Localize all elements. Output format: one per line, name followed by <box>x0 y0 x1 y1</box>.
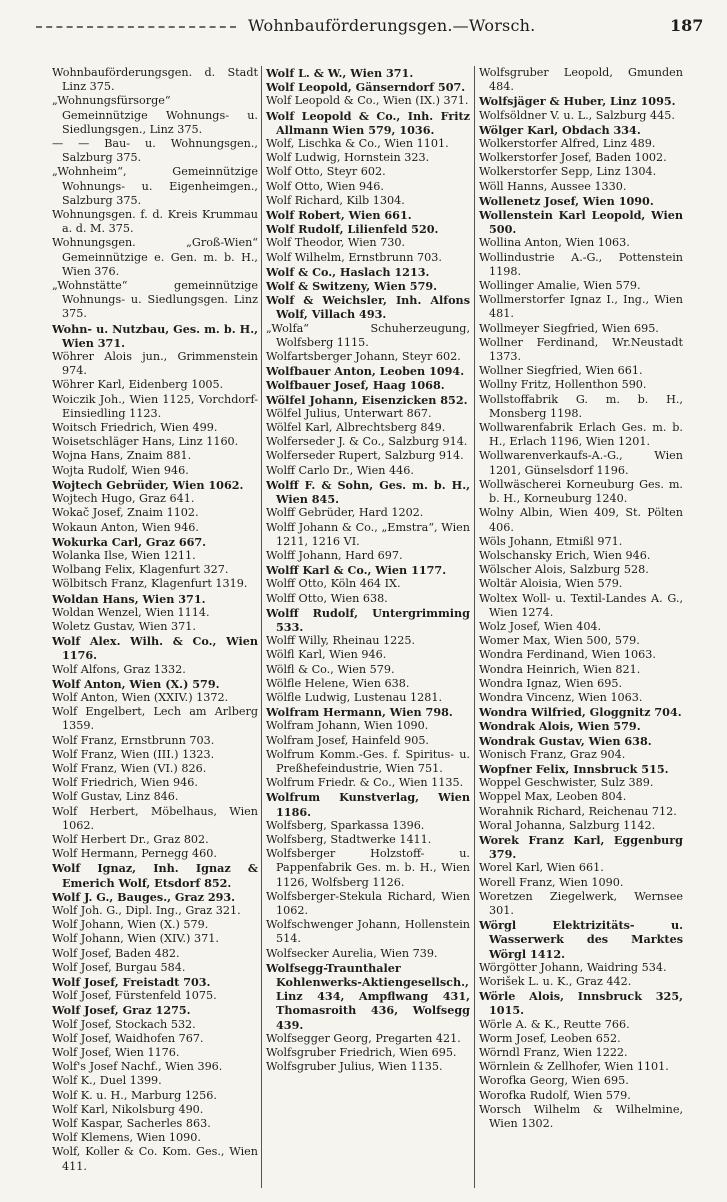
directory-entry: Woppel Max, Leoben 804. <box>479 790 627 804</box>
directory-entry: Wolf Herbert, Möbelhaus, Wien 1062. <box>52 804 258 832</box>
directory-entry: Wöhrer Alois jun., Grimmenstein 974. <box>52 350 258 378</box>
directory-entry: Wolf Josef, Graz 1275. <box>52 1003 191 1018</box>
directory-entry: Wolfsgruber Friedrich, Wien 695. <box>266 1046 457 1060</box>
directory-entry: Wolf Franz, Wien (VI.) 826. <box>52 761 207 775</box>
directory-entry: Wolf, Koller & Co. Kom. Ges., Wien 411. <box>52 1145 258 1173</box>
directory-entry: Wohn- u. Nutzbau, Ges. m. b. H., Wien 371. <box>52 321 258 350</box>
directory-entry: Wolff Rudolf, Untergrimming 533. <box>266 605 470 634</box>
directory-entry: Wolf's Josef Nachf., Wien 396. <box>52 1060 223 1074</box>
directory-entry: Worell Franz, Wien 1090. <box>479 875 624 889</box>
directory-entry: „Wohnungsfürsorge“ Gemeinnützige Wohnungs- u. Siedlungsgen., Linz 375. <box>52 94 258 136</box>
directory-entry: Wölfl & Co., Wien 579. <box>266 662 395 676</box>
directory-entry: Wollinger Amalie, Wien 579. <box>479 279 641 293</box>
directory-entry: Wölfle Helene, Wien 638. <box>266 676 410 690</box>
directory-entry: Wolff Johann, Hard 697. <box>266 548 403 562</box>
directory-column-1 <box>52 66 258 1174</box>
directory-entry: Wolfartsberger Johann, Steyr 602. <box>266 350 461 364</box>
directory-entry: Wolfsberg, Stadtwerke 1411. <box>266 832 432 846</box>
directory-entry: Wolf Karl, Nikolsburg 490. <box>52 1102 204 1116</box>
page-header <box>20 14 710 44</box>
directory-entry: Wolfram Josef, Hainfeld 905. <box>266 733 429 747</box>
directory-entry: Wörndl Franz, Wien 1222. <box>479 1046 628 1060</box>
directory-entry: Wörle Alois, Innsbruck 325, 1015. <box>479 989 683 1018</box>
directory-entry: Wolff Willy, Rheinau 1225. <box>266 634 416 648</box>
directory-entry: Wohnungsgen. f. d. Kreis Krummau a. d. M. 375. <box>52 208 258 236</box>
directory-entry: Woletz Gustav, Wien 371. <box>52 619 196 633</box>
directory-entry: Wörgl Elektrizitäts- u. Wasserwerk des Marktes Wörgl 1412. <box>479 918 683 961</box>
directory-entry: Wolkerstorfer Josef, Baden 1002. <box>479 151 667 165</box>
directory-entry: Wöhrer Karl, Eidenberg 1005. <box>52 378 224 392</box>
column-divider-1 <box>261 66 262 1188</box>
directory-entry: Wolfsgruber Julius, Wien 1135. <box>266 1060 443 1074</box>
directory-entry: Wolf Wilhelm, Ernstbrunn 703. <box>266 250 442 264</box>
directory-entry: „Wohnheim“, Gemeinnützige Wohnungs- u. Eigenheimgen., Salzburg 375. <box>52 165 258 207</box>
directory-entry: Wojtech Gebrüder, Wien 1062. <box>52 477 244 492</box>
directory-entry: Woppel Geschwister, Sulz 389. <box>479 776 654 790</box>
directory-entry: Wolferseder Rupert, Salzburg 914. <box>266 449 464 463</box>
directory-entry: Wondrak Alois, Wien 579. <box>479 719 641 734</box>
directory-entry: Wolf Friedrich, Wien 946. <box>52 776 198 790</box>
directory-entry: Wölfle Ludwig, Lustenau 1281. <box>266 690 443 704</box>
directory-entry: Wohnungsgen. „Groß-Wien“ Gemeinnützige e. Gen. m. b. H., Wien 376. <box>52 236 258 278</box>
directory-entry: Wolf Anton, Wien (X.) 579. <box>52 676 220 691</box>
directory-entry: Wolfsberger Holzstoff- u. Pappenfabrik Ges. m. b. H., Wien 1126, Wolfsberg 1126. <box>266 847 470 889</box>
directory-entry: Wollenstein Karl Leopold, Wien 500. <box>479 208 683 237</box>
directory-entry: Wolkerstorfer Sepp, Linz 1304. <box>479 165 657 179</box>
directory-entry: Wokurka Carl, Graz 667. <box>52 534 207 549</box>
directory-entry: Wolf Kaspar, Sacherles 863. <box>52 1117 211 1131</box>
directory-entry: Wopfner Felix, Innsbruck 515. <box>479 761 669 776</box>
directory-entry: Wokaun Anton, Wien 946. <box>52 520 199 534</box>
directory-entry: Wolf Rudolf, Lilienfeld 520. <box>266 222 439 237</box>
directory-entry: Wolf Leopold & Co., Inh. Fritz Allmann Wien 579, 1036. <box>266 108 470 137</box>
directory-entry: Wollindustrie A.-G., Pottenstein 1198. <box>479 250 683 278</box>
directory-entry: Wolz Josef, Wien 404. <box>479 619 602 633</box>
directory-entry: Wojta Rudolf, Wien 946. <box>52 463 189 477</box>
directory-entry: Wolf Hermann, Pernegg 460. <box>52 847 217 861</box>
directory-entry: Wolff F. & Sohn, Ges. m. b. H., Wien 845. <box>266 477 470 507</box>
directory-entry: Wolschansky Erich, Wien 946. <box>479 548 651 562</box>
directory-entry: Wollenetz Josef, Wien 1090. <box>479 193 654 208</box>
directory-entry: Wolf Johann, Wien (X.) 579. <box>52 918 209 932</box>
directory-entry: Wölfel Karl, Albrechtsberg 849. <box>266 421 446 435</box>
directory-entry: Wolf Josef, Freistadt 703. <box>52 975 211 989</box>
directory-entry: Wolfbauer Josef, Haag 1068. <box>266 378 445 393</box>
directory-entry: Wolferseder J. & Co., Salzburg 914. <box>266 435 468 449</box>
directory-entry: Wohnbauförderungsgen. d. Stadt Linz 375. <box>52 66 258 94</box>
directory-entry: Worsch Wilhelm & Wilhelmine, Wien 1302. <box>479 1102 683 1131</box>
directory-entry: Wolf Josef, Waidhofen 767. <box>52 1031 204 1045</box>
directory-entry: Wolf K. u. H., Marburg 1256. <box>52 1088 217 1102</box>
page-title: Wohnbauförderungsgen.—Worsch. <box>248 16 536 35</box>
directory-entry: Wolf Otto, Steyr 602. <box>266 165 386 179</box>
directory-entry: Wolf & Co., Haslach 1213. <box>266 264 430 279</box>
directory-entry: Wollner Siegfried, Wien 661. <box>479 364 643 378</box>
directory-column-2 <box>266 66 470 1074</box>
directory-entry: Wolf Joh. G., Dipl. Ing., Graz 321. <box>52 903 241 917</box>
column-divider-2 <box>474 66 475 1188</box>
directory-entry: Worek Franz Karl, Eggenburg 379. <box>479 832 683 862</box>
directory-entry: Worel Karl, Wien 661. <box>479 861 604 875</box>
directory-entry: Wollmeyer Siegfried, Wien 695. <box>479 321 659 335</box>
directory-entry: Worofka Rudolf, Wien 579. <box>479 1088 631 1102</box>
directory-entry: Wolff Otto, Wien 638. <box>266 591 388 605</box>
directory-entry: Wolf Leopold, Gänserndorf 507. <box>266 80 466 95</box>
directory-entry: Wokač Josef, Znaim 1102. <box>52 506 199 520</box>
directory-entry: Wolff Otto, Köln 464 IX. <box>266 577 401 591</box>
directory-entry: Wolf Josef, Burgau 584. <box>52 960 186 974</box>
directory-entry: Woitsch Friedrich, Wien 499. <box>52 421 218 435</box>
directory-entry: Wölger Karl, Obdach 334. <box>479 122 641 137</box>
directory-entry: Wolf Richard, Kilb 1304. <box>266 193 405 207</box>
directory-entry: Wölbitsch Franz, Klagenfurt 1319. <box>52 577 248 591</box>
directory-entry: Wolf Ludwig, Hornstein 323. <box>266 151 430 165</box>
directory-entry: Wolfsgruber Leopold, Gmunden 484. <box>479 66 683 94</box>
directory-entry: Wondra Vincenz, Wien 1063. <box>479 690 643 704</box>
directory-entry: Wolfsberg, Sparkassa 1396. <box>266 818 425 832</box>
directory-entry: Wölscher Alois, Salzburg 528. <box>479 563 649 577</box>
directory-entry: Wolf Herbert Dr., Graz 802. <box>52 832 209 846</box>
directory-entry: Womer Max, Wien 500, 579. <box>479 634 640 648</box>
directory-entry: Wolf Alex. Wilh. & Co., Wien 1176. <box>52 634 258 663</box>
directory-entry: Wondrak Gustav, Wien 638. <box>479 733 652 748</box>
directory-column-3 <box>479 66 683 1131</box>
directory-entry: Wolf J. G., Bauges., Graz 293. <box>52 889 236 904</box>
directory-entry: Wollwarenfabrik Erlach Ges. m. b. H., Erlach 1196, Wien 1201. <box>479 421 683 449</box>
directory-entry: Wolfsöldner V. u. L., Salzburg 445. <box>479 108 675 122</box>
directory-entry: Wollmerstorfer Ignaz I., Ing., Wien 481. <box>479 293 683 321</box>
header-rule-left <box>36 26 236 28</box>
directory-entry: Wollner Ferdinand, Wr.Neustadt 1373. <box>479 335 683 364</box>
directory-entry: Wolf Theodor, Wien 730. <box>266 236 406 250</box>
directory-entry: Wollwarenverkaufs-A.-G., Wien 1201, Günselsdorf 1196. <box>479 449 683 477</box>
directory-entry: Wollwäscherei Korneuburg Ges. m. b. H., Korneuburg 1240. <box>479 477 683 506</box>
directory-entry: Wondra Ferdinand, Wien 1063. <box>479 648 656 662</box>
directory-entry: Wöll Hanns, Aussee 1330. <box>479 179 627 193</box>
directory-entry: Wolfrum Friedr. & Co., Wien 1135. <box>266 776 464 790</box>
directory-entry: Wolfsegg-Traunthaler Kohlenwerks-Aktiengesellsch., Linz 434, Ampflwang 431, Thomasroith 436, Wolfsegg 439. <box>266 960 470 1032</box>
directory-entry: — — Bau- u. Wohnungsgen., Salzburg 375. <box>52 137 258 165</box>
directory-entry: Wolff Karl & Co., Wien 1177. <box>266 563 447 578</box>
directory-entry: Wolff Carlo Dr., Wien 446. <box>266 463 414 477</box>
directory-entry: Wollstoffabrik G. m. b. H., Monsberg 1198. <box>479 392 683 420</box>
directory-entry: Worm Josef, Leoben 652. <box>479 1031 621 1045</box>
directory-entry: Woiczik Joh., Wien 1125, Vorchdorf-Einsiedling 1123. <box>52 392 258 420</box>
directory-entry: Woral Johanna, Salzburg 1142. <box>479 818 656 832</box>
directory-entry: Worahnik Richard, Reichenau 712. <box>479 804 677 818</box>
directory-entry: Wölfl Karl, Wien 946. <box>266 648 387 662</box>
directory-entry: Wolfsecker Aurelia, Wien 739. <box>266 946 438 960</box>
directory-entry: Wolf Josef, Fürstenfeld 1075. <box>52 989 217 1003</box>
directory-entry: Wöls Johann, Etmißl 971. <box>479 534 623 548</box>
directory-entry: Woretzen Ziegelwerk, Wernsee 301. <box>479 889 683 917</box>
directory-entry: Wojna Hans, Znaim 881. <box>52 449 192 463</box>
directory-entry: Wölfel Julius, Unterwart 867. <box>266 406 432 420</box>
directory-entry: Woldan Hans, Wien 371. <box>52 591 206 606</box>
directory-entry: Wondra Heinrich, Wien 821. <box>479 662 641 676</box>
directory-entry: Wolfrum Komm.-Ges. f. Spiritus- u. Preßhefeindustrie, Wien 751. <box>266 747 470 775</box>
directory-entry: Wolf & Weichsler, Inh. Alfons Wolf, Villach 493. <box>266 293 470 322</box>
page-number: 187 <box>670 16 704 35</box>
directory-entry: Wolf K., Duel 1399. <box>52 1074 162 1088</box>
directory-entry: Wolf Engelbert, Lech am Arlberg 1359. <box>52 705 258 733</box>
directory-entry: Wondra Wilfried, Gloggnitz 704. <box>479 705 682 720</box>
directory-entry: Wonisch Franz, Graz 904. <box>479 747 626 761</box>
directory-entry: „Wolfa“ Schuherzeugung, Wolfsberg 1115. <box>266 321 470 349</box>
directory-entry: Wolfbauer Anton, Leoben 1094. <box>266 364 465 379</box>
directory-entry: Wollina Anton, Wien 1063. <box>479 236 630 250</box>
directory-entry: Wörnlein & Zellhofer, Wien 1101. <box>479 1060 669 1074</box>
directory-entry: Wolf Franz, Ernstbrunn 703. <box>52 733 215 747</box>
directory-entry: Wolf L. & W., Wien 371. <box>266 66 414 80</box>
directory-entry: Wolf Josef, Stockach 532. <box>52 1017 196 1031</box>
directory-entry: Wolf Otto, Wien 946. <box>266 179 384 193</box>
directory-entry: Wondra Ignaz, Wien 695. <box>479 676 623 690</box>
directory-entry: Wolf Leopold & Co., Wien (IX.) 371. <box>266 94 469 108</box>
directory-entry: Woltär Aloisia, Wien 579. <box>479 577 623 591</box>
directory-entry: Wojtech Hugo, Graz 641. <box>52 492 195 506</box>
directory-entry: Wolfsberger-Stekula Richard, Wien 1062. <box>266 889 470 917</box>
directory-entry: Wolfsjäger & Huber, Linz 1095. <box>479 94 676 109</box>
directory-entry: „Wohnstätte“ gemeinnützige Wohnungs- u. Siedlungsgen. Linz 375. <box>52 279 258 321</box>
directory-entry: Wolf Klemens, Wien 1090. <box>52 1131 201 1145</box>
directory-entry: Wolf Robert, Wien 661. <box>266 208 412 223</box>
directory-entry: Wölfel Johann, Eisenzicken 852. <box>266 392 468 407</box>
directory-entry: Wolff Johann & Co., „Emstra“, Wien 1211, 1216 VI. <box>266 520 470 548</box>
directory-entry: Worofka Georg, Wien 695. <box>479 1074 629 1088</box>
directory-entry: Wolf Anton, Wien (XXIV.) 1372. <box>52 690 229 704</box>
directory-entry: Woltex Woll- u. Textil-Landes A. G., Wien 1274. <box>479 591 683 619</box>
directory-entry: Wolfram Johann, Wien 1090. <box>266 719 429 733</box>
directory-entry: Wolff Gebrüder, Hard 1202. <box>266 506 424 520</box>
directory-entry: Worišek L. u. K., Graz 442. <box>479 975 632 988</box>
directory-entry: Wolf Franz, Wien (III.) 1323. <box>52 747 215 761</box>
directory-entry: Wolfram Hermann, Wien 798. <box>266 705 453 720</box>
directory-entry: Wörgötter Johann, Waidring 534. <box>479 960 667 974</box>
directory-entry: Wolf Josef, Baden 482. <box>52 946 180 960</box>
directory-entry: Wolkerstorfer Alfred, Linz 489. <box>479 137 656 151</box>
directory-entry: Wolfschwenger Johann, Hollenstein 514. <box>266 918 470 946</box>
directory-entry: Wolbang Felix, Klagenfurt 327. <box>52 563 229 577</box>
directory-entry: Wolf Alfons, Graz 1332. <box>52 662 186 676</box>
directory-entry: Wolf Johann, Wien (XIV.) 371. <box>52 932 219 946</box>
directory-entry: Wolf & Switzeny, Wien 579. <box>266 279 438 294</box>
directory-entry: Wolf Josef, Wien 1176. <box>52 1046 180 1060</box>
directory-entry: Woisetschläger Hans, Linz 1160. <box>52 435 239 449</box>
directory-entry: Wolfrum Kunstverlag, Wien 1186. <box>266 790 470 819</box>
directory-entry: Wolanka Ilse, Wien 1211. <box>52 548 196 562</box>
directory-entry: Wollny Fritz, Hollenthon 590. <box>479 378 647 392</box>
directory-entry: Wolf Ignaz, Inh. Ignaz & Emerich Wolf, Etsdorf 852. <box>52 861 258 890</box>
directory-entry: Woldan Wenzel, Wien 1114. <box>52 605 210 619</box>
directory-entry: Wörle A. & K., Reutte 766. <box>479 1017 630 1031</box>
directory-entry: Wolny Albin, Wien 409, St. Pölten 406. <box>479 506 683 534</box>
directory-entry: Wolf, Lischka & Co., Wien 1101. <box>266 137 449 151</box>
directory-entry: Wolf Gustav, Linz 846. <box>52 790 179 804</box>
directory-entry: Wolfsegger Georg, Pregarten 421. <box>266 1031 461 1045</box>
